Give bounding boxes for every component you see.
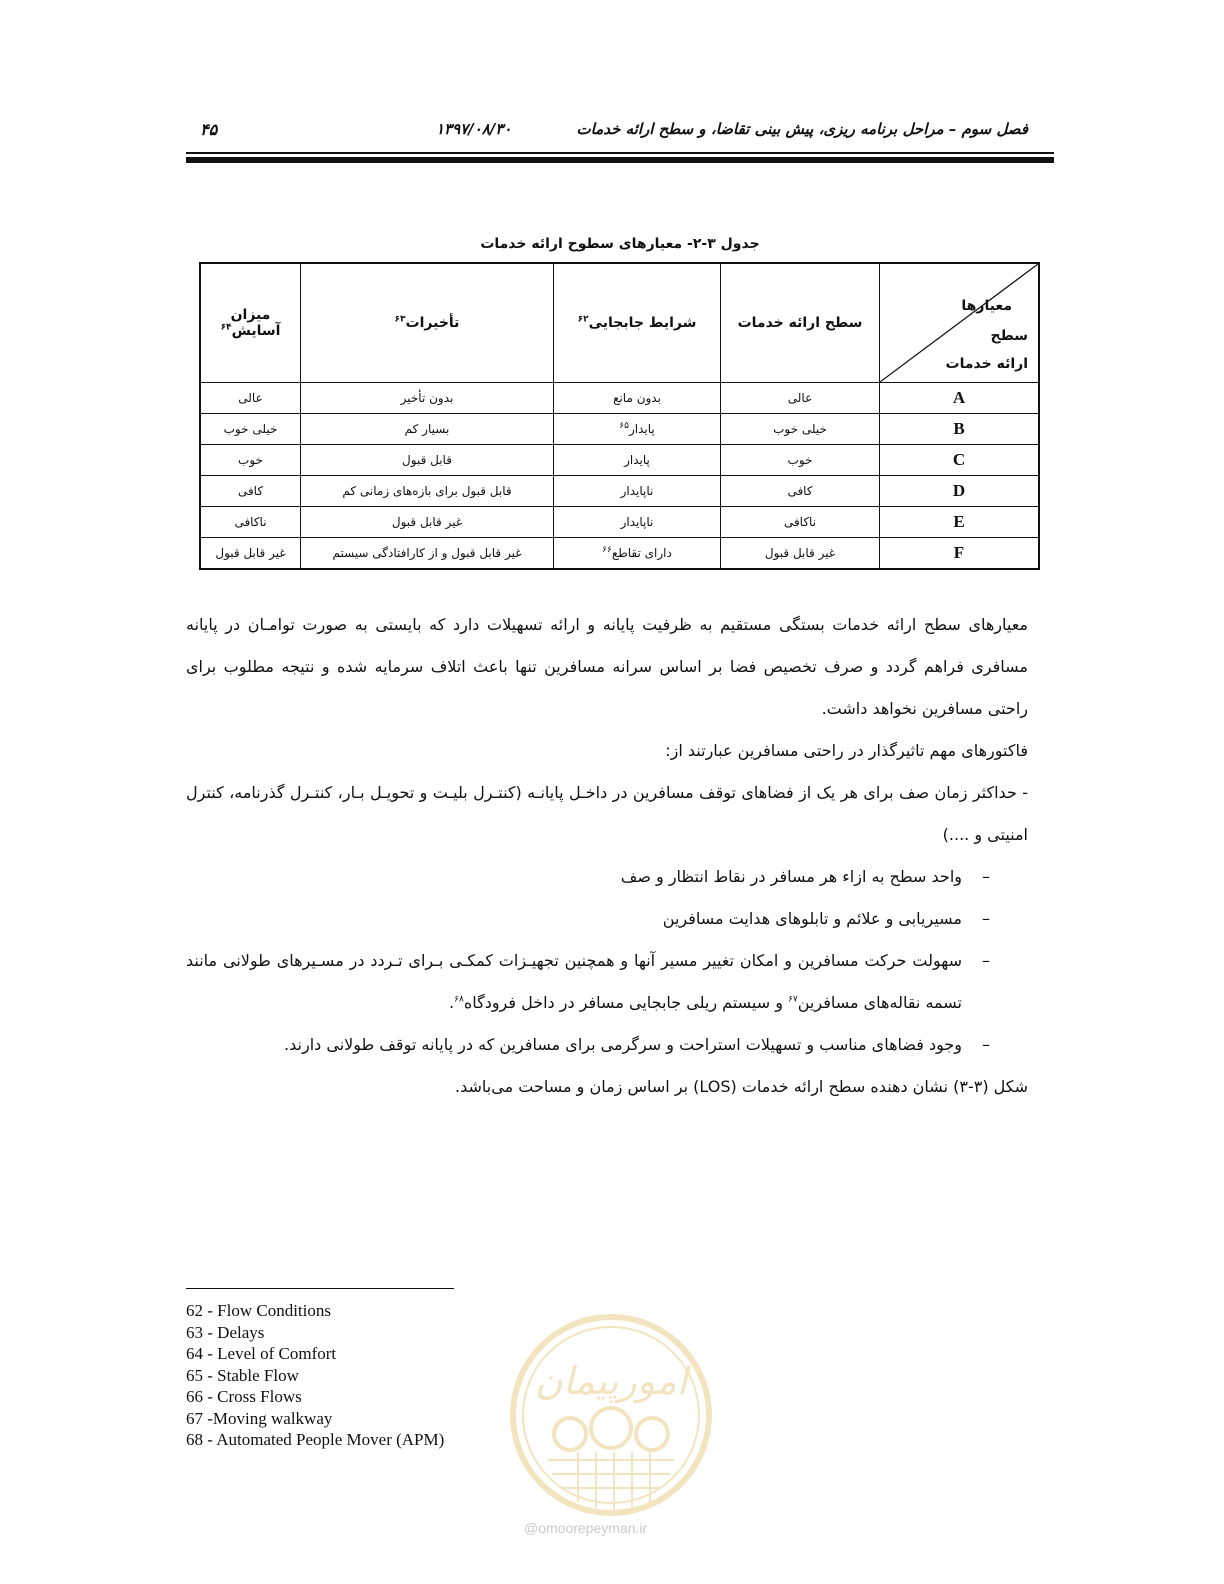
level-cell: D — [880, 476, 1040, 507]
dash-bullet-icon: – — [982, 951, 990, 970]
footnote: 65 - Stable Flow — [186, 1365, 299, 1385]
table-cell: کافی — [200, 476, 301, 507]
chapter-title: فصل سوم – مراحل برنامه ریزی، پیش بینی تقاضا، و سطح ارائه خدمات — [576, 120, 1028, 138]
column-header: شرایط جابجایی$^{۶۲}$ — [554, 263, 721, 383]
table-cell: خیلی خوب — [200, 414, 301, 445]
table-cell: دارای تقاطع$^{۶۶}$ — [554, 538, 721, 570]
paragraph: شکل (۳-۳) نشان دهنده سطح ارائه خدمات (LOS) بر اساس زمان و مساحت می‌باشد. — [455, 1077, 1028, 1096]
paragraph: فاکتورهای مهم تاثیرگذار در راحتی مسافرین عبارتند از: — [665, 741, 1028, 760]
table-cell: عالی — [200, 383, 301, 414]
footnote: 68 - Automated People Mover (APM) — [186, 1430, 445, 1449]
table-row — [200, 538, 1039, 570]
page-number: ۴۵ — [200, 120, 218, 139]
corner-header-cell — [880, 263, 1040, 383]
los-criteria-table — [199, 262, 1040, 570]
dash-bullet-icon: – — [982, 909, 990, 928]
footnote-rule — [186, 1288, 454, 1289]
list-item: – سهولت حرکت مسافرین و امکان تغییر مسیر آنها و همچنین تجهیـزات کمکـی بـرای تـردد در مسـیرهای طولانی مانند تسمه نقاله‌های مسافرین$^{۶۷}$ و سیستم ریلی جابجایی مسافر در داخل فرودگاه$^{۶۸}$. — [186, 940, 1054, 1024]
table-caption: جدول ۳-۲- معیارهای سطوح ارائه خدمات — [480, 236, 760, 252]
table-cell: ناکافی — [200, 507, 301, 538]
table-cell: قابل قبول — [301, 445, 554, 476]
corner-label-criteria: معیارها — [961, 298, 1012, 314]
svg-text:امورپیمان: امورپیمان — [534, 1359, 688, 1403]
footnote: 67 -Moving walkway — [186, 1408, 333, 1428]
header-rule-thin — [186, 152, 1054, 154]
list-item: – وجود فضاهای مناسب و تسهیلات استراحت و سرگرمی برای مسافرین که در پایانه توقف طولانی دارند. — [186, 1024, 1054, 1066]
table-cell: خوب — [200, 445, 301, 476]
table-row — [200, 507, 1039, 538]
footnote: 62 - Flow Conditions — [186, 1301, 331, 1320]
level-cell: E — [880, 507, 1040, 538]
level-cell: F — [880, 538, 1040, 570]
level-cell: B — [880, 414, 1040, 445]
dash-bullet-icon: – — [982, 1035, 990, 1054]
table-row — [200, 383, 1039, 414]
header-date: ۱۳۹۷/۰۸/۳۰ — [436, 120, 512, 138]
table-cell: ناپایدار — [554, 507, 721, 538]
level-cell: A — [880, 383, 1040, 414]
body-text — [186, 604, 1054, 1108]
bullet-list — [186, 856, 1054, 1066]
table-cell: ناکافی — [721, 507, 880, 538]
list-item: – واحد سطح به ازاء هر مسافر در نقاط انتظار و صف — [186, 856, 1054, 898]
table-cell: پایدار — [554, 445, 721, 476]
omoorepeyman-logo-icon — [508, 1312, 714, 1518]
table-cell: پایدار$^{۶۵}$ — [554, 414, 721, 445]
table-cell: ناپایدار — [554, 476, 721, 507]
table-cell: غیر قابل قبول — [721, 538, 880, 570]
footnote: 64 - Level of Comfort — [186, 1344, 337, 1363]
paragraph: معیارهای سطح ارائه خدمات بستگی مستقیم به ظرفیت پایانه و ارائه تسهیلات دارد که بایستی به صورت توامـان در پایانه مسافری فراهم گردد و صرف تخصیص فضا بر اساس سرانه مسافرین تنها باعث اتلاف سرمایه شده و نتیجه مطلوب برای راحتی مسافرین نخواهد داشت. — [186, 615, 1028, 718]
corner-label-service: ارائه خدمات — [945, 356, 1028, 372]
table-cell: کافی — [721, 476, 880, 507]
table-cell: خوب — [721, 445, 880, 476]
table-row — [200, 414, 1039, 445]
level-cell: C — [880, 445, 1040, 476]
footnote: 66 - Cross Flows — [186, 1387, 302, 1406]
list-item: – مسیریابی و علائم و تابلوهای هدایت مسافرین — [186, 898, 1054, 940]
watermark-url: @omoorepeyman.ir — [524, 1520, 648, 1536]
column-header: سطح ارائه خدمات — [721, 263, 880, 383]
table-row — [200, 445, 1039, 476]
corner-label-level: سطح — [990, 328, 1028, 344]
table-cell: غیر قابل قبول — [200, 538, 301, 570]
column-header: میزان آسایش$^{۶۴}$ — [200, 263, 301, 383]
table-cell: غیر قابل قبول و از کارافتادگی سیستم — [301, 538, 554, 570]
table-cell: غیر قابل قبول — [301, 507, 554, 538]
dash-bullet-icon: – — [982, 867, 990, 886]
table-cell: عالی — [721, 383, 880, 414]
header-rule-thick — [186, 157, 1054, 163]
footnotes — [186, 1300, 444, 1451]
footnote: 63 - Delays — [186, 1322, 265, 1342]
paragraph: - حداکثر زمان صف برای هر یک از فضاهای توقف مسافرین در داخـل پایانـه (کنتـرل بلیـت و تحویـل بـار، کنتـرل گذرنامه، کنترل امنیتی و ....) — [186, 783, 1028, 844]
table-cell: قابل قبول برای بازه‌های زمانی کم — [301, 476, 554, 507]
table-row — [200, 476, 1039, 507]
table-cell: خیلی خوب — [721, 414, 880, 445]
table-header-row — [200, 263, 1039, 383]
table-cell: بسیار کم — [301, 414, 554, 445]
table-cell: بدون تأخیر — [301, 383, 554, 414]
table-cell: بدون مانع — [554, 383, 721, 414]
column-header: تأخیرات$^{۶۳}$ — [301, 263, 554, 383]
